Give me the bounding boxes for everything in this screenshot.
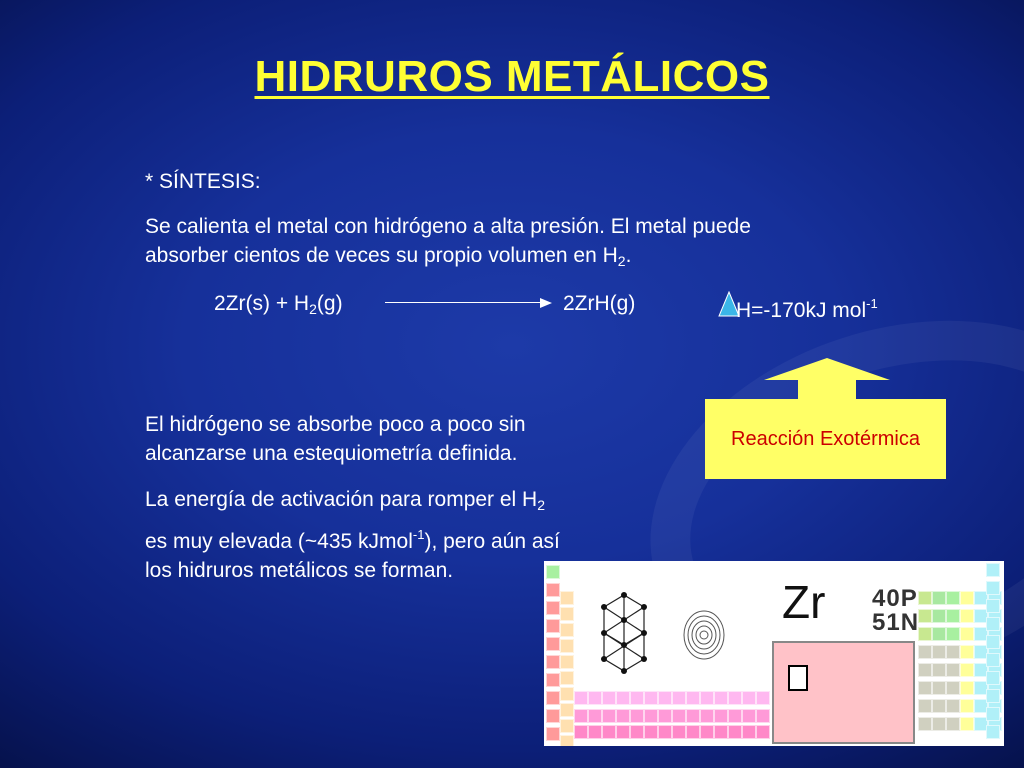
periodic-cell — [644, 691, 658, 705]
equation-lhs-a: 2Zr(s) + H — [214, 292, 310, 315]
periodic-cell — [672, 709, 686, 723]
periodic-cell — [714, 691, 728, 705]
activation-line-2-b: ), pero aún así — [424, 530, 560, 553]
periodic-cell — [658, 691, 672, 705]
periodic-cell — [560, 639, 574, 653]
periodic-cell — [960, 609, 974, 623]
periodic-cell — [672, 691, 686, 705]
periodic-cell — [560, 719, 574, 733]
periodic-cell — [546, 727, 560, 741]
periodic-cell — [986, 689, 1000, 703]
crystal-lattice-icon — [584, 587, 664, 687]
periodic-cell — [560, 735, 574, 746]
periodic-cell — [932, 663, 946, 677]
exothermic-label: Reacción Exotérmica — [731, 427, 920, 450]
periodic-cell — [630, 725, 644, 739]
periodic-cell — [918, 681, 932, 695]
periodic-cell — [918, 699, 932, 713]
activation-line-1 — [145, 485, 665, 520]
periodic-cell — [574, 709, 588, 723]
periodic-cell — [546, 583, 560, 597]
periodic-cell — [602, 709, 616, 723]
missing-glyph-icon — [788, 665, 808, 691]
periodic-cell — [588, 709, 602, 723]
periodic-cell — [918, 645, 932, 659]
enthalpy-value — [736, 289, 878, 325]
periodic-cell — [932, 681, 946, 695]
periodic-cell — [742, 709, 756, 723]
periodic-cell — [960, 627, 974, 641]
periodic-table-image — [544, 561, 1004, 746]
synthesis-heading: * SÍNTESIS: — [145, 170, 261, 193]
superscript: -1 — [866, 296, 878, 311]
periodic-cell — [574, 725, 588, 739]
reaction-arrow-line — [385, 302, 545, 303]
periodic-cell — [546, 673, 560, 687]
periodic-cell — [986, 707, 1000, 721]
periodic-cell — [560, 687, 574, 701]
periodic-cell — [918, 717, 932, 731]
periodic-cell — [658, 725, 672, 739]
activation-line-2-a: es muy elevada (~435 kJmol — [145, 530, 413, 553]
periodic-cell — [588, 725, 602, 739]
periodic-cell — [756, 709, 770, 723]
periodic-cell — [560, 623, 574, 637]
periodic-cell — [616, 709, 630, 723]
periodic-cell — [560, 591, 574, 605]
periodic-cell — [986, 581, 1000, 595]
periodic-cell — [918, 609, 932, 623]
periodic-cell — [742, 691, 756, 705]
subscript: 2 — [309, 301, 317, 317]
periodic-cell — [602, 725, 616, 739]
up-arrow-icon — [764, 358, 890, 402]
periodic-cell — [986, 671, 1000, 685]
element-highlight-box — [772, 641, 915, 744]
periodic-cell — [700, 709, 714, 723]
equation-lhs-b: (g) — [316, 292, 343, 315]
periodic-cell — [932, 609, 946, 623]
periodic-cell — [946, 591, 960, 605]
periodic-cell — [946, 609, 960, 623]
protons-label: 40P — [872, 585, 918, 612]
periodic-cell — [560, 703, 574, 717]
periodic-cell — [714, 709, 728, 723]
periodic-cell — [946, 627, 960, 641]
periodic-cell — [616, 725, 630, 739]
periodic-cell — [932, 699, 946, 713]
periodic-cell — [742, 725, 756, 739]
periodic-cell — [960, 717, 974, 731]
equation-lhs — [214, 289, 343, 324]
periodic-cell — [986, 563, 1000, 577]
equation-rhs: 2ZrH(g) — [563, 292, 636, 315]
synthesis-line-2-text: absorber cientos de veces su propio volumen en H — [145, 244, 618, 267]
periodic-cell — [602, 691, 616, 705]
periodic-cell — [644, 709, 658, 723]
periodic-cell — [728, 725, 742, 739]
periodic-cell — [616, 691, 630, 705]
periodic-cell — [560, 655, 574, 669]
enthalpy-text: H=-170kJ mol — [736, 299, 867, 322]
periodic-cell — [728, 709, 742, 723]
periodic-cell — [546, 637, 560, 651]
element-symbol: Zr — [782, 576, 826, 628]
periodic-cell — [960, 663, 974, 677]
periodic-cell — [686, 691, 700, 705]
periodic-cell — [946, 645, 960, 659]
periodic-cell — [932, 717, 946, 731]
superscript: -1 — [412, 527, 425, 542]
periodic-cell — [588, 691, 602, 705]
periodic-cell — [672, 725, 686, 739]
periodic-cell — [630, 709, 644, 723]
periodic-cell — [960, 699, 974, 713]
periodic-cell — [546, 691, 560, 705]
synthesis-line-1: Se calienta el metal con hidrógeno a alta presión. El metal puede — [145, 215, 751, 238]
periodic-cell — [986, 635, 1000, 649]
periodic-cell — [700, 725, 714, 739]
periodic-cell — [560, 607, 574, 621]
periodic-cell — [546, 709, 560, 723]
periodic-cell — [546, 655, 560, 669]
synthesis-line-2 — [145, 241, 905, 276]
periodic-cell — [960, 681, 974, 695]
periodic-cell — [700, 691, 714, 705]
periodic-cell — [546, 565, 560, 579]
periodic-cell — [960, 591, 974, 605]
activation-line-3: los hidruros metálicos se forman. — [145, 559, 454, 582]
absorption-paragraph — [145, 410, 665, 468]
periodic-cell — [546, 601, 560, 615]
periodic-cell — [658, 709, 672, 723]
subscript: 2 — [537, 497, 546, 513]
periodic-cell — [986, 653, 1000, 667]
periodic-cell — [946, 717, 960, 731]
periodic-cell — [630, 691, 644, 705]
neutrons-label: 51N — [872, 609, 920, 636]
periodic-cell — [560, 671, 574, 685]
periodic-cell — [714, 725, 728, 739]
absorption-line-2: alcanzarse una estequiometría definida. — [145, 442, 518, 465]
periodic-cell — [932, 627, 946, 641]
synthesis-paragraph — [145, 212, 905, 276]
periodic-cell — [986, 617, 1000, 631]
periodic-cell — [960, 645, 974, 659]
orbital-rings-icon — [682, 609, 726, 661]
periodic-cell — [946, 681, 960, 695]
periodic-cell — [918, 627, 932, 641]
periodic-cell — [918, 663, 932, 677]
periodic-cell — [986, 725, 1000, 739]
periodic-cell — [756, 725, 770, 739]
periodic-cell — [574, 691, 588, 705]
periodic-cell — [728, 691, 742, 705]
periodic-cell — [932, 591, 946, 605]
slide-title: HIDRUROS METÁLICOS — [254, 52, 770, 101]
reaction-arrow-head — [540, 298, 552, 308]
periodic-cell — [756, 691, 770, 705]
periodic-cell — [946, 699, 960, 713]
periodic-cell — [932, 645, 946, 659]
subscript: 2 — [617, 253, 626, 269]
exothermic-callout — [705, 399, 946, 479]
periodic-cell — [546, 619, 560, 633]
periodic-cell — [946, 663, 960, 677]
periodic-cell — [686, 709, 700, 723]
period: . — [625, 244, 632, 267]
element-nucleus-info — [872, 587, 919, 635]
periodic-cell — [986, 599, 1000, 613]
activation-line-1-text: La energía de activación para romper el H — [145, 488, 538, 511]
periodic-cell — [644, 725, 658, 739]
periodic-cell — [918, 591, 932, 605]
absorption-line-1: El hidrógeno se absorbe poco a poco sin — [145, 413, 526, 436]
periodic-cell — [686, 725, 700, 739]
activation-line-2 — [145, 520, 665, 556]
